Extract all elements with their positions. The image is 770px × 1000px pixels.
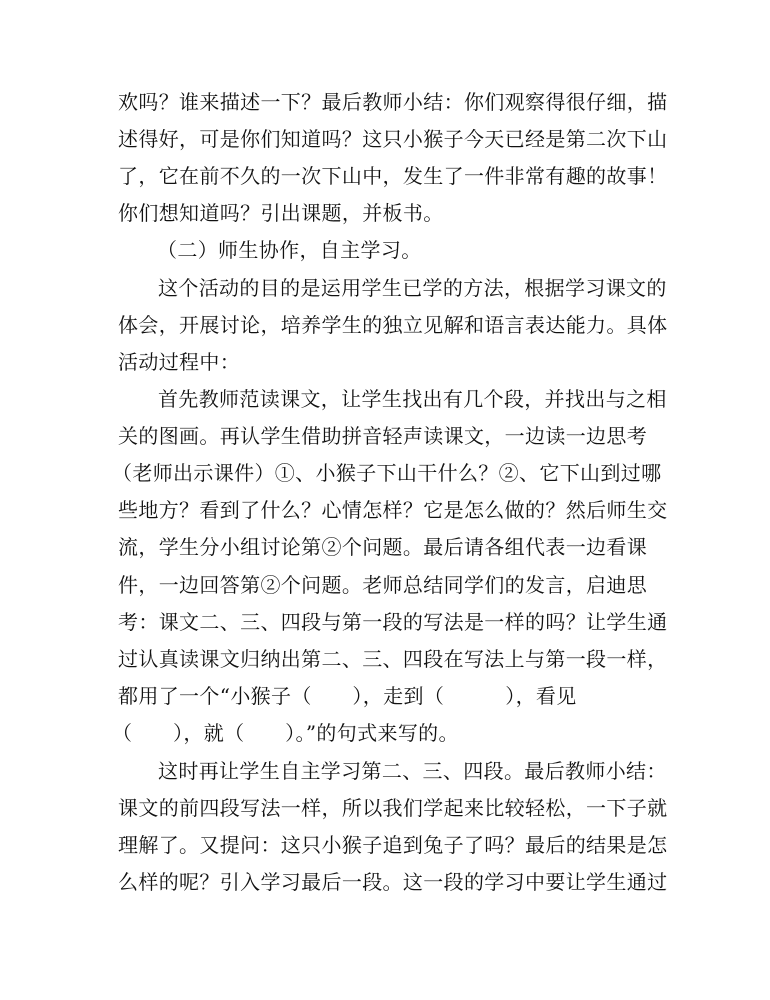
text-line-4: 你们想知道吗？引出课题，并板书。 — [118, 201, 444, 225]
text-line-9: 首先教师范读课文，让学生找出有几个段，并找出与之相 — [158, 387, 667, 411]
text-line-16: 过认真读课文归纳出第二、三、四段在写法上与第一段一样， — [118, 647, 668, 671]
text-line-13: 流，学生分小组讨论第②个问题。最后请各组代表一边看课 — [118, 535, 648, 559]
text-line-2: 述得好，可是你们知道吗？这只小猴子今天已经是第二次下山 — [118, 127, 668, 151]
text-line-20: 课文的前四段写法一样，所以我们学起来比较轻松，一下子就 — [118, 796, 668, 820]
text-line-19: 这时再让学生自主学习第二、三、四段。最后教师小结： — [158, 759, 667, 783]
text-line-10: 关的图画。再认学生借助拼音轻声读课文，一边读一边思考 — [118, 424, 648, 448]
text-line-7: 体会，开展讨论，培养学生的独立见解和语言表达能力。具体 — [118, 313, 668, 337]
text-line-22: 么样的呢？引入学习最后一段。这一段的学习中要让学生通过 — [118, 870, 668, 894]
text-line-21: 理解了。又提问：这只小猴子追到兔子了吗？最后的结果是怎 — [118, 833, 668, 857]
text-line-14: 件，一边回答第②个问题。老师总结同学们的发言，启迪思 — [118, 573, 648, 597]
text-line-11: （老师出示课件）①、小猴子下山干什么？②、它下山到过哪 — [112, 461, 662, 485]
text-line-1: 欢吗？谁来描述一下？最后教师小结：你们观察得很仔细，描 — [118, 90, 668, 114]
text-line-3: 了，它在前不久的一次下山中，发生了一件非常有趣的故事！ — [118, 164, 668, 188]
text-line-8: 活动过程中： — [118, 350, 241, 374]
text-line-18: （ ），就（ ）。”的句式来写的。 — [112, 721, 459, 745]
text-line-12: 些地方？看到了什么？心情怎样？它是怎么做的？然后师生交 — [118, 498, 668, 522]
text-line-17: 都用了一个“小猴子（ ），走到（ ），看见 — [118, 684, 577, 708]
text-line-6: 这个活动的目的是运用学生已学的方法，根据学习课文的 — [158, 276, 667, 300]
section-heading: （二）师生协作，自主学习。 — [157, 238, 422, 262]
text-line-15: 考：课文二、三、四段与第一段的写法是一样的吗？让学生通 — [118, 610, 668, 634]
